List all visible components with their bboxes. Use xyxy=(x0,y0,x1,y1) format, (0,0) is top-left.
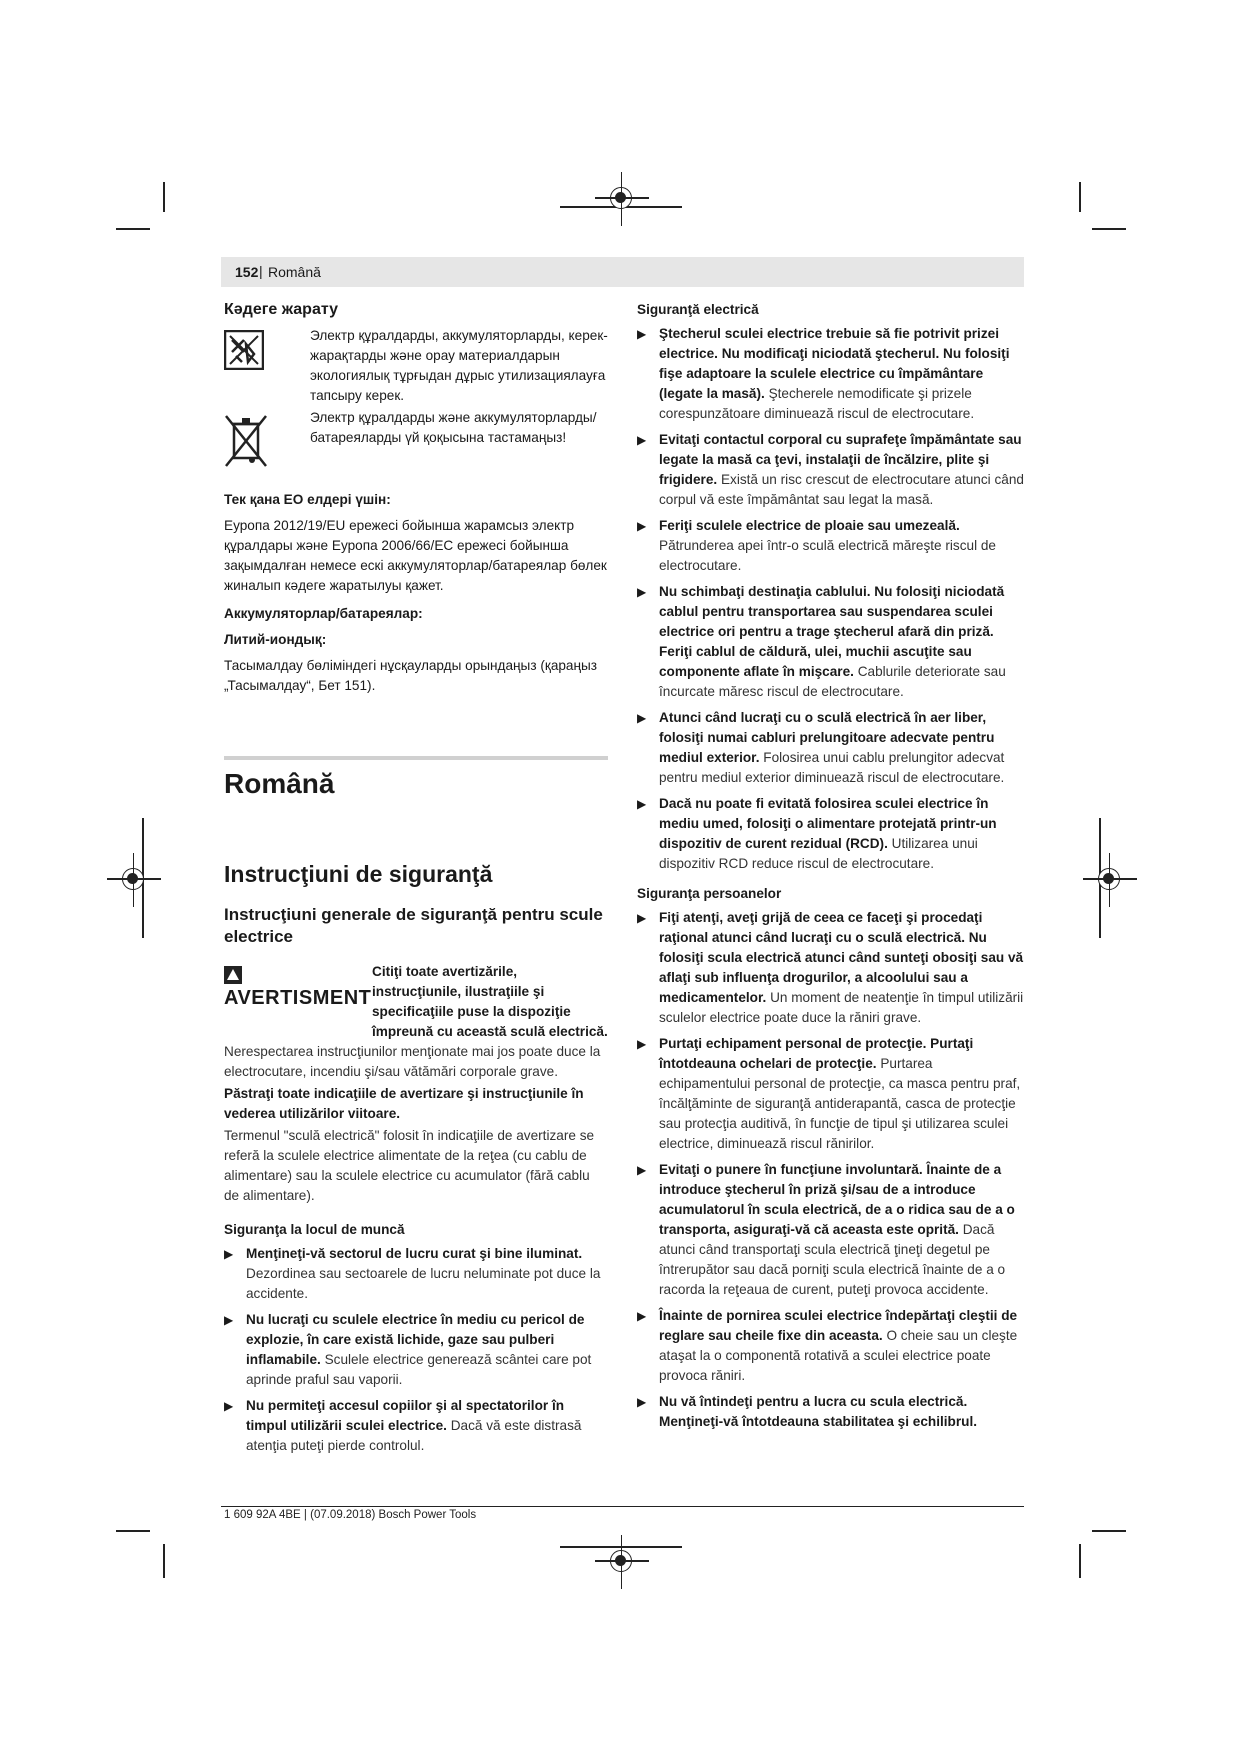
registration-mark-icon xyxy=(610,187,632,209)
list-item: ▶ Evitaţi o punere în funcţiune involuntară. Înainte de a introduce ştecherul în priză şi/sau de a introduce acumulatorul în scula electrică, de a o ridica sau de a o transporta, asiguraţi-vă că aceasta este oprită. Dacă atunci când transportaţi scula electrică ţineţi degetul pe întrerupător sau dacă porniţi scula electrică înainte de a o racorda la reţeaua de curent, puteţi provoca accidente. xyxy=(637,1162,1015,1297)
disposal-heading: Кәдеге жарату xyxy=(224,301,338,318)
list-item: ▶ Nu lucraţi cu sculele electrice în mediu cu pericol de explozie, în care există lichide, gaze sau pulberi inflamabile. Sculele electrice generează scântei care pot aprinde praful sau vaporii. xyxy=(224,1312,592,1387)
page-footer: 1 609 92A 4BE | (07.09.2018) Bosch Power Tools xyxy=(224,1509,477,1521)
personal-safety-list xyxy=(637,908,1025,1432)
list-item: ▶ Nu vă întindeţi pentru a lucra cu scula electrică. Menţineţi-vă întotdeauna stabilitatea şi echilibrul. xyxy=(637,1394,977,1429)
term-definition: Termenul "sculă electrică" folosit în indicaţiile de avertizare se referă la sculele electrice alimentate de la reţea (cu cablu de alimentare) sau la sculele electrice cu acumulator (fără cablu de alimentare). xyxy=(224,1128,595,1203)
bullet-arrow-icon: ▶ xyxy=(637,433,647,447)
keep-instructions: Păstraţi toate indicaţiile de avertizare şi instrucţiunile în vederea utilizărilor viitoare. xyxy=(224,1086,584,1121)
disposal-block-1 xyxy=(224,326,608,406)
warning-triangle-icon xyxy=(224,966,242,984)
bullet-arrow-icon: ▶ xyxy=(637,711,647,725)
disposal-text-2: Электр құралдарды және аккумуляторларды/батареяларды үй қоқысына тастамаңыз! xyxy=(310,410,597,445)
disposal-text-1: Электр құралдарды, аккумуляторларды, керек-жарақтарды және орау материалдарын экологиялық тұрғыдан дұрыс утилизациялауға тапсыру керек. xyxy=(310,328,608,403)
li-ion-heading: Литий-иондық: xyxy=(224,632,327,647)
electric-safety-list xyxy=(637,324,1025,874)
bullet-arrow-icon: ▶ xyxy=(637,327,647,341)
bullet-arrow-icon: ▶ xyxy=(637,1163,647,1177)
crop-mark xyxy=(1092,1530,1126,1532)
page-header xyxy=(221,257,1024,287)
bullet-arrow-icon: ▶ xyxy=(224,1399,234,1413)
language-title: Română xyxy=(224,768,335,799)
bullet-arrow-icon: ▶ xyxy=(637,519,647,533)
crop-mark xyxy=(163,1544,165,1578)
warning-block xyxy=(224,962,608,1042)
li-ion-text: Тасымалдау бөліміндегі нұсқауларды орындаңыз (қараңыз „Тасымалдау“, Бет 151). xyxy=(224,658,598,693)
safety-title: Instrucţiuni de siguranţă xyxy=(224,861,493,887)
list-item: ▶ Feriţi sculele electrice de ploaie sau umezeală. Pătrunderea apei într-o sculă electrică măreşte riscul de electrocutare. xyxy=(637,518,996,573)
list-item: ▶ Ştecherul sculei electrice trebuie să fie potrivit prizei electrice. Nu modificaţi niciodată ştecherul. Nu folosiţi fişe adaptoare la sculele electrice cu împământare (legate la masă). Ştecherele nemodificate şi prizele corespunzătoare diminuează riscul de electrocutare. xyxy=(637,326,1010,421)
bullet-arrow-icon: ▶ xyxy=(637,1037,647,1051)
list-item: ▶ Nu permiteţi accesul copiilor şi al spectatorilor în timpul utilizării sculei electrice. Dacă vă este distrasă atenţia puteţi pierde controlul. xyxy=(224,1398,582,1453)
registration-mark-icon xyxy=(1098,868,1120,890)
eu-heading: Тек қана ЕО елдері үшін: xyxy=(224,492,391,507)
bullet-arrow-icon: ▶ xyxy=(637,1395,647,1409)
bullet-arrow-icon: ▶ xyxy=(224,1313,234,1327)
warning-text: Nerespectarea instrucţiunilor menţionate mai jos poate duce la electrocutare, incendiu şi/sau vătămări corporale grave. xyxy=(224,1044,601,1079)
crop-mark xyxy=(116,1530,150,1532)
right-column xyxy=(637,300,1025,1438)
registration-mark-icon xyxy=(610,1550,632,1572)
warning-label-text: AVERTISMENT xyxy=(224,987,372,1009)
crop-mark xyxy=(1079,182,1081,212)
crop-mark xyxy=(1079,1544,1081,1578)
list-item: ▶ Dacă nu poate fi evitată folosirea sculei electrice în mediu umed, folosiţi o alimentare protejată printr-un dispozitiv de curent rezidual (RCD). Utilizarea unui dispozitiv RCD reduce riscul de electrocutare. xyxy=(637,796,997,871)
crop-mark xyxy=(1092,228,1126,230)
crop-mark xyxy=(163,182,165,212)
general-safety-heading: Instrucţiuni generale de siguranţă pentru scule electrice xyxy=(224,905,603,946)
page-number: 152 xyxy=(235,264,259,280)
warning-label xyxy=(224,966,372,1010)
workplace-heading: Siguranţa la locul de muncă xyxy=(224,1222,405,1237)
list-item: ▶ Purtaţi echipament personal de protecţie. Purtaţi întotdeauna ochelari de protecţie. Purtarea echipamentului personal de protecţie, ca masca pentru praf, încălţăminte de siguranţă antiderapantă, casca de protecţie sau protecţia auditivă, în funcţie de tipul şi utilizarea sculei electrice, diminuează riscul rănirilor. xyxy=(637,1036,1021,1151)
workplace-list xyxy=(224,1244,608,1456)
electric-safety-heading: Siguranţă electrică xyxy=(637,302,759,317)
header-language: Română xyxy=(268,264,321,280)
bullet-arrow-icon: ▶ xyxy=(637,1309,647,1323)
warning-bold-text: Citiţi toate avertizările, instrucţiunile, ilustraţiile şi specificaţiile puse la dispoziţie împreună cu această sculă electrică. xyxy=(372,964,608,1039)
registration-mark-icon xyxy=(122,868,144,890)
bullet-arrow-icon: ▶ xyxy=(637,585,647,599)
eu-text: Еуропа 2012/19/EU ережесі бойынша жарамсыз электр құралдары және Еуропа 2006/66/EC ережесі бойынша зақымдалған немесе ескі аккумуляторлар/батареялар бөлек жиналып кәдеге жаратылуы қажет. xyxy=(224,518,607,593)
list-item: ▶ Atunci când lucraţi cu o sculă electrică în aer liber, folosiţi numai cabluri prelungitoare adecvate pentru mediul exterior. Folosirea unui cablu prelungitor adecvat pentru mediul exterior diminuează riscul de electrocutare. xyxy=(637,710,1005,785)
crossed-bin-icon xyxy=(224,412,268,472)
footer-rule xyxy=(221,1506,1024,1507)
crop-mark xyxy=(116,228,150,230)
bullet-arrow-icon: ▶ xyxy=(637,911,647,925)
bullet-arrow-icon: ▶ xyxy=(224,1247,234,1261)
list-item: ▶ Nu schimbaţi destinaţia cablului. Nu folosiţi niciodată cablul pentru transportarea sau suspendarea sculei electrice ori pentru a trage ştecherul afară din priză. Feriţi cablul de căldură, ulei, muchii ascuţite sau componente aflate în mişcare. Cablurile deteriorate sau încurcate măresc riscul de electrocutare. xyxy=(637,584,1006,699)
personal-safety-heading: Siguranţa persoanelor xyxy=(637,886,782,901)
list-item: ▶ Menţineţi-vă sectorul de lucru curat şi bine iluminat. Dezordinea sau sectoarele de lucru neluminate pot duce la accidente. xyxy=(224,1246,601,1301)
batteries-heading: Аккумуляторлар/батареялар: xyxy=(224,606,423,621)
list-item: ▶ Înainte de pornirea sculei electrice îndepărtaţi cleştii de reglare sau cheile fixe din aceasta. O cheie sau un cleşte ataşat la o componentă rotativă a sculei electrice poate provoca răniri. xyxy=(637,1308,1018,1383)
section-divider xyxy=(224,756,608,760)
recycle-device-icon xyxy=(224,330,264,370)
disposal-block-2 xyxy=(224,408,608,472)
list-item: ▶ Evitaţi contactul corporal cu suprafeţe împământate sau legate la masă ca ţevi, instalaţii de încălzire, plite şi frigidere. Există un risc crescut de electrocutare atunci când corpul vă este împământat sau legat la masă. xyxy=(637,432,1024,507)
list-item: ▶ Fiţi atenţi, aveţi grijă de ceea ce faceţi şi procedaţi raţional atunci când lucraţi cu o sculă electrică. Nu folosiţi scula electrică atunci când sunteţi obosiţi sau vă aflaţi sub influenţa drogurilor, a alcoolului sau a medicamentelor. Un moment de neatenţie în timpul utilizării sculelor electrice poate duce la răniri grave. xyxy=(637,910,1024,1025)
bullet-arrow-icon: ▶ xyxy=(637,797,647,811)
left-column xyxy=(224,300,608,1462)
header-separator: | xyxy=(259,263,263,279)
